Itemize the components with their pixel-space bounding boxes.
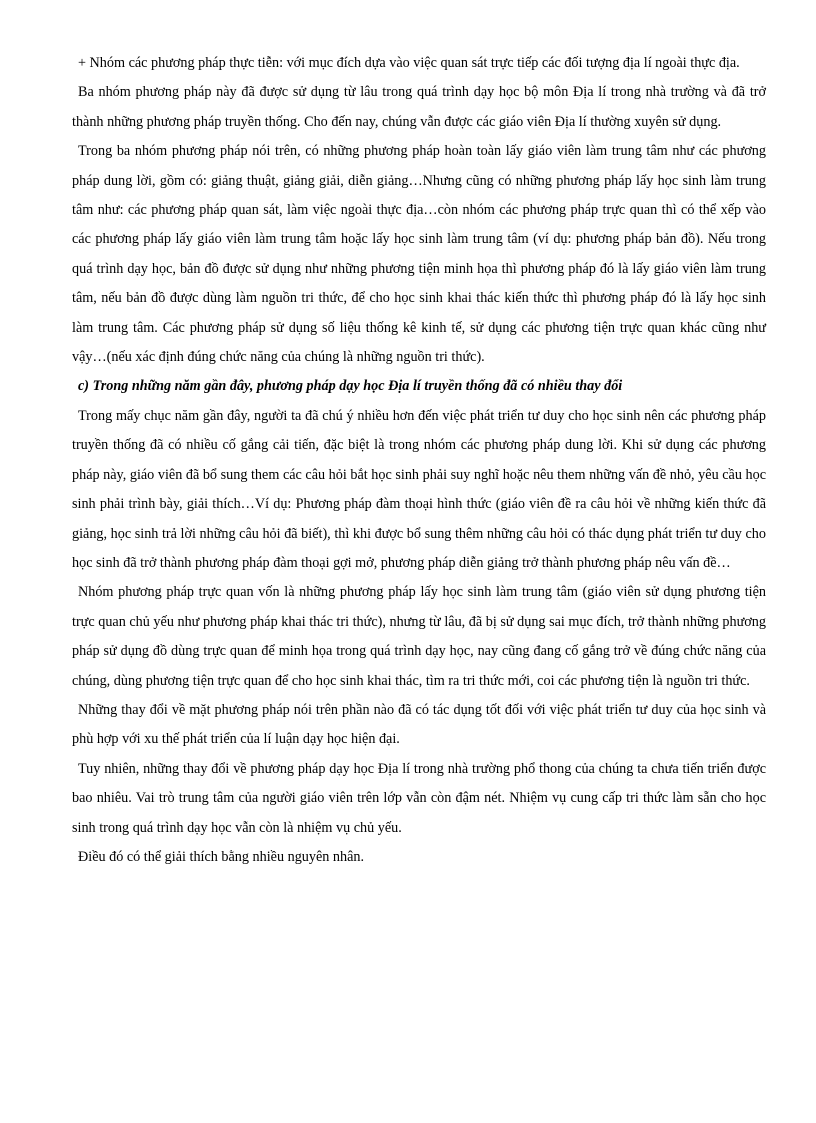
paragraph: Những thay đổi về mặt phương pháp nói trên phần nào đã có tác dụng tốt đối với việc phát triển tư duy của học sinh và phù hợp với xu thế phát triển của lí luận dạy học hiện đại. [72, 701, 766, 748]
paragraph: + Nhóm các phương pháp thực tiễn: với mục đích dựa vào việc quan sát trực tiếp các đối tượng địa lí ngoài thực địa. [78, 55, 740, 71]
paragraph: Trong ba nhóm phương pháp nói trên, có những phương pháp hoàn toàn lấy giáo viên làm trung tâm như các phương pháp dung lời, gồm có: giảng thuật, giảng giải, diễn giảng…Nhưng cũng có những phương pháp lấy học sinh làm trung tâm như: các phương pháp quan sát, làm việc ngoài thực địa…còn nhóm các phương pháp trực quan thì có thể xếp vào các phương pháp lấy giáo viên làm trung tâm hoặc lấy học sinh làm trung tâm (ví dụ: phương pháp bản đồ). Nếu trong quá trình dạy học, bản đồ được sử dụng như những phương tiện minh họa thì phương pháp đó là lấy giáo viên làm trung tâm, nếu bản đồ được dùng làm nguồn tri thức, để cho học sinh khai thác kiến thức thì phương pháp đó là lấy học sinh làm trung tâm. Các phương pháp sử dụng số liệu thống kê kinh tế, sử dụng các phương tiện trực quan khác cũng như vậy…(nếu xác định đúng chức năng của chúng là những nguồn tri thức). [72, 143, 766, 366]
paragraph: Trong mấy chục năm gần đây, người ta đã chú ý nhiều hơn đến việc phát triển tư duy cho học sinh nên các phương pháp truyền thống đã có nhiều cố gắng cải tiến, đặc biệt là trong nhóm các phương pháp dung lời. Khi sử dụng các phương pháp này, giáo viên đã bổ sung them các câu hỏi bắt học sinh phải suy nghĩ hoặc nêu them những vấn đề nhỏ, yêu cầu học sinh phải trình bày, giải thích…Ví dụ: Phương pháp đàm thoại hình thức (giáo viên đề ra câu hỏi về những kiến thức đã giảng, học sinh trả lời những câu hỏi đã biết), thì khi được bổ sung thêm những câu hỏi có thác dụng phát triển tư duy cho học sinh đã trở thành phương pháp đàm thoại gợi mở, phương pháp diễn giảng trở thành phương pháp nêu vấn đề… [72, 407, 766, 571]
document-page [72, 49, 766, 872]
section-heading: c) Trong những năm gần đây, phương pháp dạy học Địa lí truyền thống đã có nhiều thay đổi [78, 378, 623, 395]
paragraph: Ba nhóm phương pháp này đã được sử dụng từ lâu trong quá trình dạy học bộ môn Địa lí trong nhà trường và đã trở thành những phương pháp truyền thống. Cho đến nay, chúng vẫn được các giáo viên Địa lí thường xuyên sử dụng. [72, 84, 766, 130]
paragraph: Nhóm phương pháp trực quan vốn là những phương pháp lấy học sinh làm trung tâm (giáo viên sử dụng phương tiện trực quan chủ yếu như phương pháp khai thác tri thức), nhưng từ lâu, đã bị sử dụng sai mục đích, trở thành những phương pháp sử dụng đồ dùng trực quan để minh họa trong quá trình dạy học, nay cũng đang cố gắng trở về đúng chức năng của chúng, dùng phương tiện trực quan để cho học sinh khai thác, tìm ra tri thức mới, coi các phương tiện là nguồn tri thức. [72, 584, 766, 689]
paragraph: Điều đó có thể giải thích bằng nhiều nguyên nhân. [78, 848, 365, 865]
paragraph: Tuy nhiên, những thay đổi về phương pháp dạy học Địa lí trong nhà trường phổ thong của chúng ta chưa tiến triển được bao nhiêu. Vai trò trung tâm của người giáo viên trên lớp vẫn còn đậm nét. Nhiệm vụ cung cấp tri thức làm sẵn cho học sinh trong quá trình dạy học vẫn còn là nhiệm vụ chủ yếu. [72, 760, 766, 836]
